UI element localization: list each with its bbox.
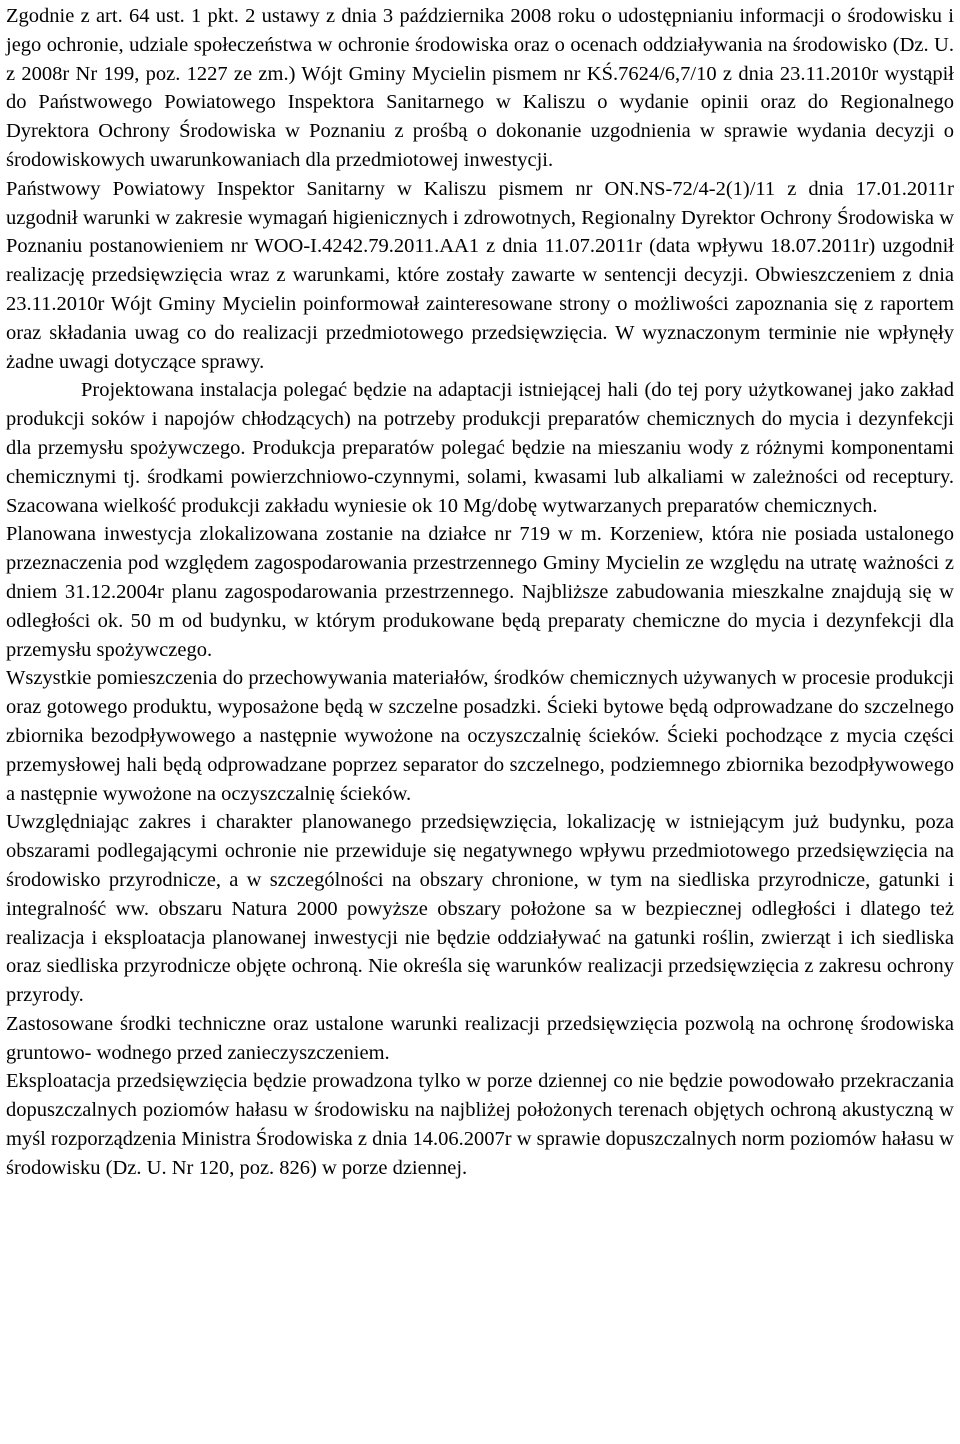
paragraph-opinions: Państwowy Powiatowy Inspektor Sanitarny w Kaliszu pismem nr ON.NS-72/4-2(1)/11 z dnia 17.01.2011r uzgodnił warunki w zakresie wymagań higienicznych i zdrowotnych, Regionalny Dyrektor Ochrony Środowiska w Poznaniu postanowieniem nr WOO-I.4242.79.2011.AA1 z dnia 11.07.2011r (data wpływu 18.07.2011r) uzgodnił realizację przedsięwzięcia wraz z warunkami, które zostały zawarte w sentencji decyzji. Obwieszczeniem z dnia 23.11.2010r Wójt Gminy Mycielin poinformował zainteresowane strony o możliwości zapoznania się z raportem oraz składania uwag co do realizacji przedmiotowego przedsięwzięcia. W wyznaczonym terminie nie wpłynęły żadne uwagi dotyczące sprawy. xyxy=(6,177,954,373)
paragraph-noise: Eksploatacja przedsięwzięcia będzie prowadzona tylko w porze dziennej co nie będzie powodowało przekraczania dopuszczalnych poziomów hałasu w środowisku na najbliżej położonych terenach objętych ochroną akustyczną w myśl rozporządzenia Ministra Środowiska z dnia 14.06.2007r w sprawie dopuszczalnych norm poziomów hałasu w środowisku (Dz. U. Nr 120, poz. 826) w porze dziennej. xyxy=(6,1070,954,1179)
paragraph-legal-basis: Zgodnie z art. 64 ust. 1 pkt. 2 ustawy z dnia 3 października 2008 roku o udostępnianiu informacji o środowisku i jego ochronie, udziale społeczeństwa w ochronie środowiska oraz o ocenach oddziaływania na środowisko (Dz. U. z 2008r Nr 199, poz. 1227 ze zm.) Wójt Gminy Mycielin pismem nr KŚ.7624/6,7/10 z dnia 23.11.2010r wystąpił do Państwowego Powiatowego Inspektora Sanitarnego w Kaliszu o wydanie opinii oraz do Regionalnego Dyrektora Ochrony Środowiska w Poznaniu z prośbą o dokonanie uzgodnienia w sprawie wydania decyzji o środowiskowych uwarunkowaniach dla przedmiotowej inwestycji. xyxy=(6,5,954,171)
paragraph-installation: Projektowana instalacja polegać będzie na adaptacji istniejącej hali (do tej pory użytkowanej jako zakład produkcji soków i napojów chłodzących) na potrzeby produkcji preparatów chemicznych do mycia i dezynfekcji dla przemysłu spożywczego. Produkcja preparatów polegać będzie na mieszaniu wody z różnymi komponentami chemicznymi tj. środkami powierzchniowo-czynnymi, solami, kwasami lub alkaliami w zależności od receptury. Szacowana wielkość produkcji zakładu wyniesie ok 10 Mg/dobę wytwarzanych preparatów chemicznych. xyxy=(6,379,954,517)
paragraph-natura-2000: Uwzględniając zakres i charakter planowanego przedsięwzięcia, lokalizację w istniejącym już budynku, poza obszarami podlegającymi ochronie nie przewiduje się negatywnego wpływu przedmiotowego przedsięwzięcia na środowisko przyrodnicze, a w szczególności na obszary chronione, w tym na siedliska przyrodnicze, gatunki i integralność ww. obszaru Natura 2000 powyższe obszary położone sa w bezpiecznej odległości i dlatego też realizacja i eksploatacja planowanej inwestycji nie będzie oddziaływać na gatunki roślin, zwierząt i ich siedliska oraz siedliska przyrodnicze objęte ochroną. Nie określa się warunków realizacji przedsięwzięcia z zakresu ochrony przyrody. xyxy=(6,811,954,1007)
paragraph-ground-protection: Zastosowane środki techniczne oraz ustalone warunki realizacji przedsięwzięcia pozwolą na ochronę środowiska gruntowo- wodnego przed zanieczyszczeniem. xyxy=(6,1012,954,1064)
paragraph-location: Planowana inwestycja zlokalizowana zostanie na działce nr 719 w m. Korzeniew, która nie posiada ustalonego przeznaczenia pod względem zagospodarowania przestrzennego Gminy Mycielin ze względu na utratę ważności z dniem 31.12.2004r planu zagospodarowania przestrzennego. Najbliższe zabudowania mieszkalne znajdują się w odległości ok. 50 m od budynku, w którym produkowane będą preparaty chemiczne do mycia i dezynfekcji dla przemysłu spożywczego. xyxy=(6,523,954,661)
paragraph-storage-wastewater: Wszystkie pomieszczenia do przechowywania materiałów, środków chemicznych używanych w procesie produkcji oraz gotowego produktu, wyposażone będą w szczelne posadzki. Ścieki bytowe będą odprowadzane do szczelnego zbiornika bezodpływowego a następnie wywożone na oczyszczalnię ścieków. Ścieki pochodzące z mycia części przemysłowej hali będą odprowadzane poprzez separator do szczelnego, podziemnego zbiornika bezodpływowego a następnie wywożone na oczyszczalnię ścieków. xyxy=(6,667,954,805)
